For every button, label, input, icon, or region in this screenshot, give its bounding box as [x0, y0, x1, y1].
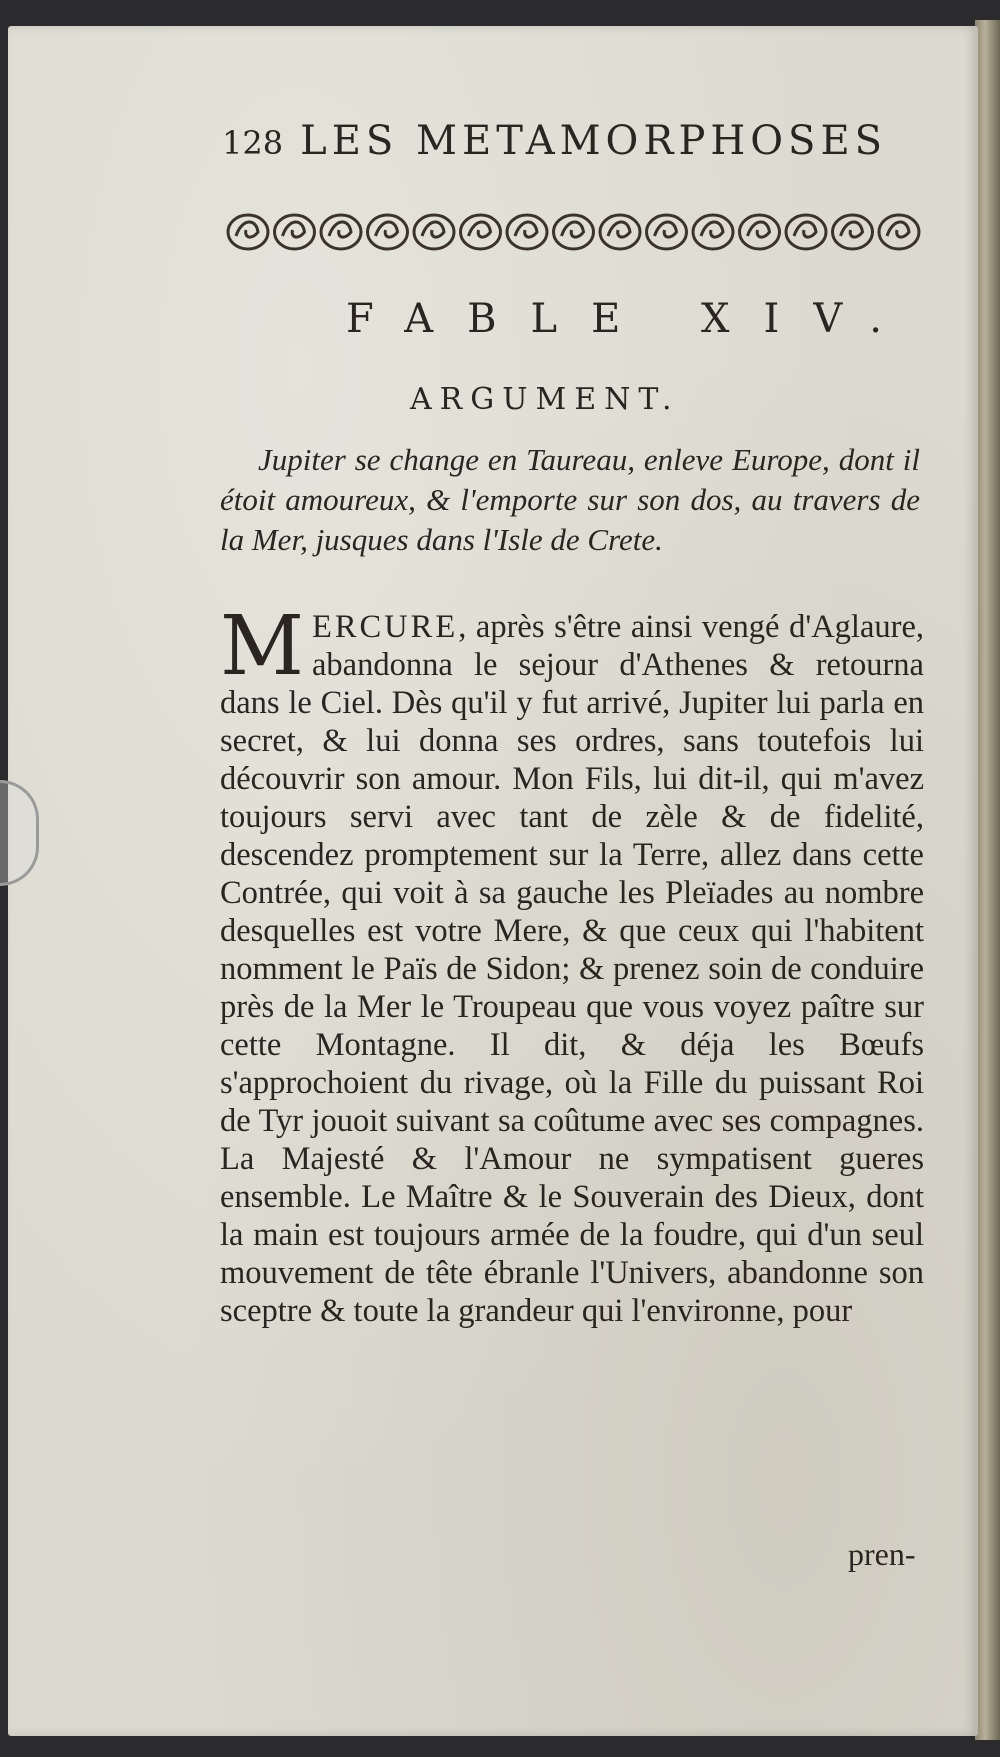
opening-word: ERCURE — [311, 609, 459, 645]
body-paragraph: , après s'être ainsi vengé d'Aglaure, abandonna le sejour d'Athenes & retourna dans le Ciel. Dès qu'il y fut arrivé, Jupiter lui parla en secret, & lui donna ses ordres, sans toutefois lui découvrir son amour. Mon Fils, lui dit-il, qui m'avez toujours servi avec tant de zèle & de fidelité, descendez promptement sur la Terre, allez dans cette Contrée, qui voit à sa gauche les Pleïades au nombre desquelles est votre Mere, & que ceux qui l'habitent nomment le Païs de Sidon; & prenez soin de conduire près de la Mer le Troupeau que vous voyez paître sur cette Montagne. Il dit, & déja les Bœufs s'approchoient du rivage, où la Fille du puissant Roi de Tyr jouoit suivant sa coûtume avec ses compagnes. La Majesté & l'Amour ne sympatisent gueres ensemble. Le Maître & le Souverain des Dieux, dont la main est toujours armée de la foudre, qui d'un seul mouvement de tête ébranle l'Univers, abandonne son sceptre & toute la grandeur qui l'environne, pour — [220, 609, 924, 1329]
fable-title: FABLE XIV. — [346, 296, 916, 342]
page-number: 128 — [222, 124, 284, 162]
body-text — [220, 599, 924, 1330]
drop-cap: M — [220, 599, 304, 694]
argument-heading: ARGUMENT. — [410, 382, 680, 417]
catchword: pren- — [848, 1536, 916, 1572]
running-head-title: LES METAMORPHOSES — [300, 118, 888, 164]
floral-scroll-band-icon — [224, 208, 922, 256]
running-head — [222, 118, 922, 164]
argument-text: Jupiter se change en Taureau, enleve Europe, dont il étoit amoureux, & l'emporte sur son dos, au travers de la Mer, jusques dans l'Isle de Crete. — [220, 442, 920, 557]
page-fore-edge — [975, 20, 1000, 1740]
